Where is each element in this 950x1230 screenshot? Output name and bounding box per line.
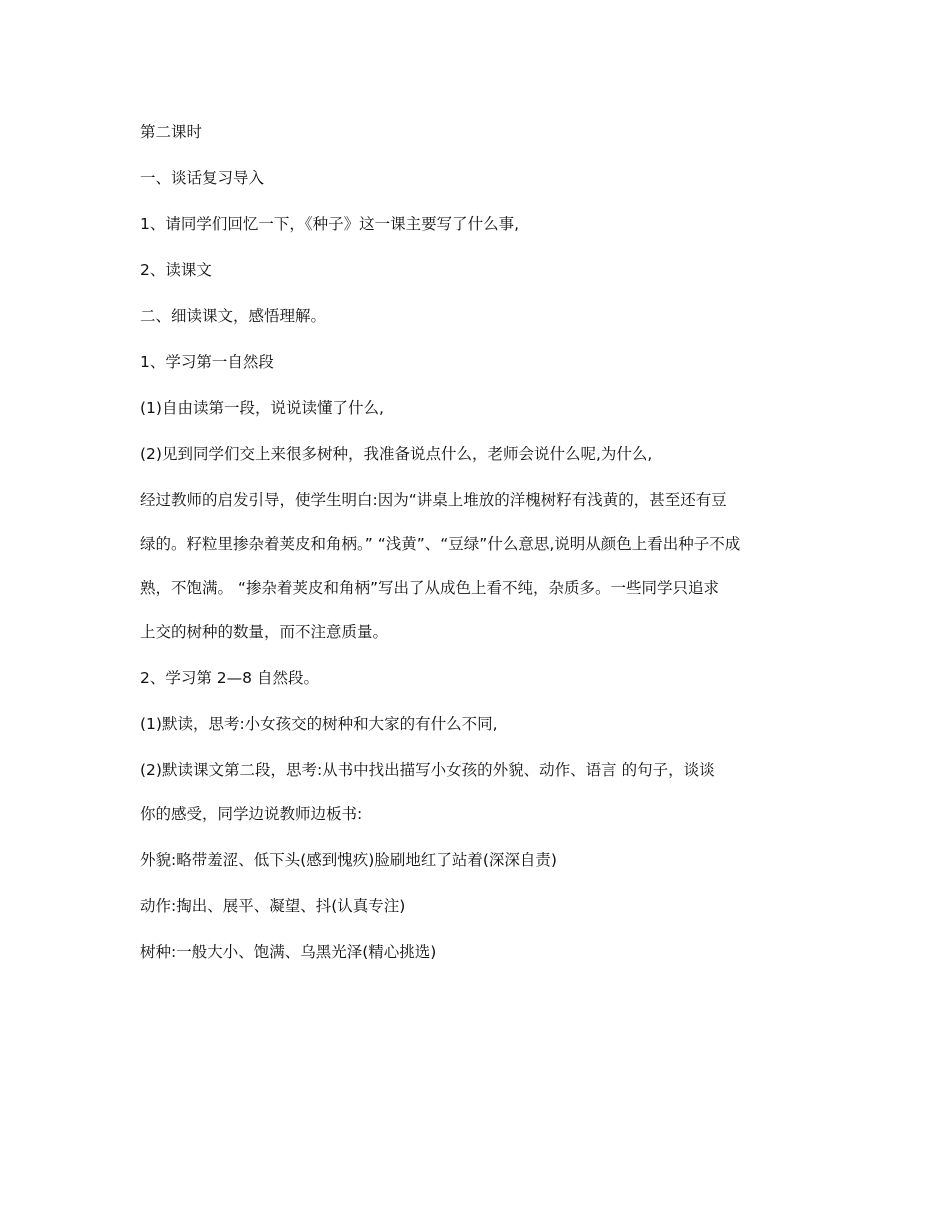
lesson-heading: 第二课时 (140, 123, 203, 141)
step-2-question-2: (2)默读课文第二段，思考:从书中找出描写小女孩的外貌、动作、语言 的句子，谈谈 (140, 761, 715, 779)
step-2-question-1: (1)默读，思考:小女孩交的树种和大家的有什么不同, (140, 715, 498, 733)
reading-question-1: (1)自由读第一段，说说读懂了什么, (140, 399, 384, 417)
explanation-line-4: 上交的树种的数量，而不注意质量。 (140, 623, 389, 641)
board-note-seeds: 树种:一般大小、饱满、乌黑光泽(精心挑选) (140, 943, 437, 961)
review-step-1: 1、请同学们回忆一下，《种子》这一课主要写了什么事, (140, 215, 520, 233)
explanation-line-2: 绿的。籽粒里掺杂着荚皮和角柄。” “浅黄”、“豆绿”什么意思,说明从颜色上看出种子不成 (140, 535, 741, 553)
board-note-actions: 动作:掏出、展平、凝望、抖(认真专注) (140, 897, 406, 915)
reading-step-2: 2、学习第 2—8 自然段。 (140, 669, 319, 687)
step-2-question-2-cont: 你的感受，同学边说教师边板书: (140, 805, 363, 823)
reading-question-2: (2)见到同学们交上来很多树种，我准备说点什么，老师会说什么呢,为什么, (140, 445, 653, 463)
review-step-2: 2、读课文 (140, 261, 212, 279)
section-heading-review: 一、谈话复习导入 (140, 169, 265, 187)
document-body (140, 118, 810, 984)
explanation-line-3: 熟，不饱满。 “掺杂着荚皮和角柄”写出了从成色上看不纯，杂质多。一些同学只追求 (140, 579, 719, 597)
board-note-appearance: 外貌:略带羞涩、低下头(感到愧疚)脸刷地红了站着(深深自责) (140, 851, 557, 869)
reading-step-1: 1、学习第一自然段 (140, 353, 274, 371)
section-heading-reading: 二、细读课文，感悟理解。 (140, 307, 327, 325)
explanation-line-1: 经过教师的启发引导，使学生明白:因为“讲桌上堆放的洋槐树籽有浅黄的，甚至还有豆 (140, 491, 727, 509)
